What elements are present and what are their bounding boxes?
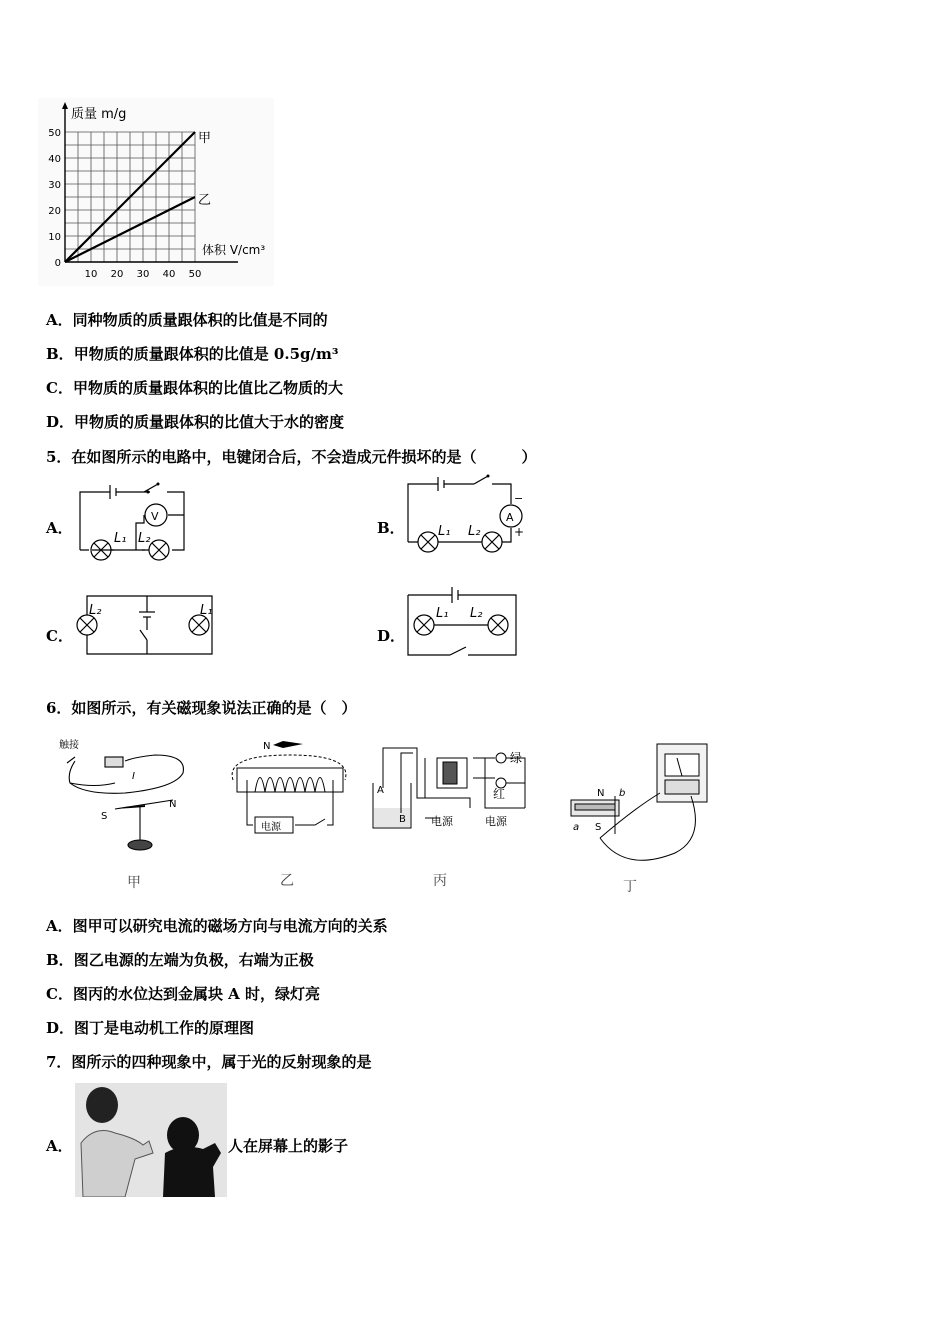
y-tick-label: 50 [48,128,61,139]
q7-option-a-text: 人在屏幕上的影子 [228,1137,349,1155]
ammeter-symbol: A [506,511,514,524]
minus-sign: − [514,492,524,505]
x-axis-label: 体积 V/cm³ [202,243,266,257]
figure-jia-oersted [55,733,195,893]
needle-s-label: S [101,811,108,822]
circuit-d [400,585,525,660]
caption-bing: 丙 [433,873,447,889]
power-label-2: 电源 [485,815,507,828]
point-b-label: b [619,788,626,799]
series-label-jia: 甲 [198,131,212,146]
q4-option-b [46,344,338,364]
y-tick-label: 10 [48,232,61,243]
option-label: B． [46,951,74,969]
option-label: C． [46,985,73,1003]
option-text: 甲物质的质量跟体积的比值比乙物质的大 [72,379,343,397]
y-tick-label: 20 [48,206,61,217]
option-text: 图丁是电动机工作的原理图 [74,1019,255,1037]
current-label: I [132,771,135,782]
option-text: 甲物质的质量跟体积的比值是 0.5g/m³ [73,345,339,363]
lamp-l1-label: L₁ [200,603,213,618]
caption-jia: 甲 [127,875,141,891]
lamp-l2-label: L₂ [470,606,483,621]
q7-stem: 7．图所示的四种现象中，属于光的反射现象的是 [46,1053,372,1071]
green-lamp-label: 绿 [510,751,523,765]
compass-n-label: N [263,741,271,752]
lamp-l2-label: L₂ [89,603,102,618]
x-tick-label: 10 [84,269,98,280]
circuit-a [72,478,197,563]
q5-stem: 5．在如图所示的电路中，电键闭合后，不会造成元件损坏的是（ ） [46,448,537,466]
lamp-l1-label: L₁ [114,531,127,546]
figure-yi-solenoid [225,735,355,890]
lamp-l1-label: L₁ [438,524,451,539]
power-label: 电源 [261,822,281,833]
option-label: A． [46,311,73,329]
option-label: C． [46,379,73,397]
plus-sign: + [514,525,525,539]
x-tick-label: 40 [162,269,176,280]
q5-option-c-label: C． [46,627,73,645]
q6-stem: 6．如图所示，有关磁现象说法正确的是（ ） [46,699,357,717]
touch-label: 触接 [59,740,79,751]
q6-option-a [46,916,388,936]
magnet-n-label: N [597,788,605,799]
lamp-l2-label: L₂ [468,524,481,539]
q7-option-a-label: A． [46,1137,73,1155]
y-axis-label: 质量 m/g [71,107,127,122]
x-tick-label: 30 [136,269,150,280]
magnet-s-label: S [595,822,602,833]
circuit-c [72,590,222,662]
circuit-b [400,472,530,562]
q5-option-b-label: B． [377,519,405,537]
q4-option-c [46,378,343,398]
caption-ding: 丁 [623,879,637,895]
series-label-yi: 乙 [198,193,212,208]
needle-n-label: N [169,799,177,810]
q5-option-d-label: D． [377,627,406,645]
q6-option-b [46,950,314,970]
figure-ding-galvanometer [565,738,725,898]
mass-volume-chart [38,98,274,286]
option-text: 图乙电源的左端为负极，右端为正极 [73,951,314,969]
lamp-l1-label: L₁ [436,606,449,621]
point-a-label: a [573,822,580,833]
metal-b-label: B [399,814,406,825]
y-tick-label: 0 [54,258,61,269]
figure-bing-water-alarm [365,738,535,893]
metal-a-label: A [377,785,384,796]
x-tick-label: 20 [110,269,124,280]
voltmeter-symbol: V [151,510,159,523]
option-text: 图甲可以研究电流的磁场方向与电流方向的关系 [72,917,388,935]
y-tick-label: 30 [48,180,61,191]
q4-option-a [46,310,328,330]
q5-option-a-label: A． [46,519,73,537]
option-label: D． [46,413,75,431]
power-label-1: 电源 [431,815,453,828]
option-label: A． [46,917,73,935]
x-tick-label: 50 [188,269,202,280]
option-label: B． [46,345,74,363]
q6-option-d [46,1018,254,1038]
y-tick-label: 40 [48,154,61,165]
option-text: 图丙的水位达到金属块 A 时，绿灯亮 [72,985,321,1003]
option-text: 同种物质的质量跟体积的比值是不同的 [72,311,328,329]
lamp-l2-label: L₂ [138,531,151,546]
q6-option-c [46,984,320,1004]
option-label: D． [46,1019,75,1037]
red-lamp-label: 红 [493,787,506,801]
caption-yi: 乙 [280,873,294,889]
q4-option-d [46,412,344,432]
shadow-photo [75,1083,227,1197]
option-text: 甲物质的质量跟体积的比值大于水的密度 [74,413,345,431]
